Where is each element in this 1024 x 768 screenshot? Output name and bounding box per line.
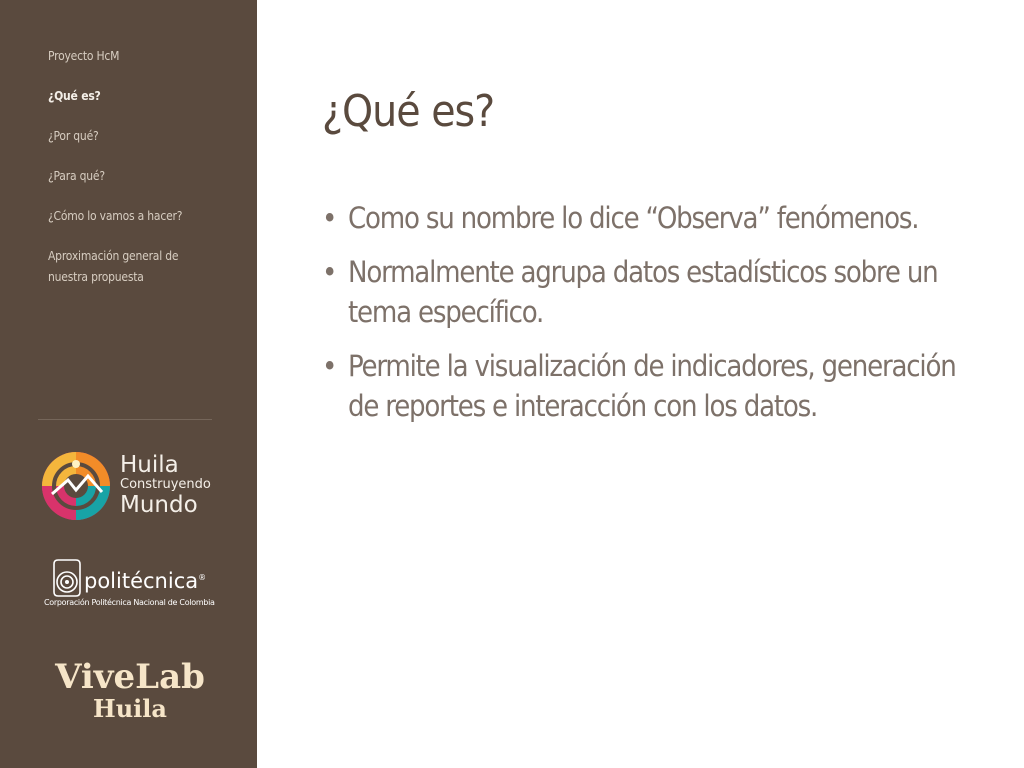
huila-emblem-icon	[40, 450, 112, 522]
sidebar-nav	[48, 46, 218, 308]
huila-logo-line3: Mundo	[120, 492, 198, 518]
nav-item-proyecto-hcm[interactable]: Proyecto HcM	[48, 49, 120, 63]
huila-logo-line2: Construyendo	[120, 477, 211, 492]
politecnica-name	[84, 566, 206, 593]
vivelab-logo-line2: Huila	[93, 694, 167, 723]
bullet-text: Normalmente agrupa datos estadísticos sobre un tema específico.	[348, 255, 938, 329]
politecnica-spiral-icon	[50, 558, 84, 598]
nav-item-para-que[interactable]: ¿Para qué?	[48, 169, 105, 183]
nav-item-como-lo-vamos-a-hacer[interactable]: ¿Cómo lo vamos a hacer?	[48, 209, 183, 223]
bullet-dot-icon: •	[322, 349, 337, 383]
vivelab-logo	[40, 658, 220, 722]
nav-item-que-es[interactable]: ¿Qué es?	[48, 89, 101, 103]
bullet-list	[322, 198, 962, 440]
slide-title: ¿Qué es?	[322, 86, 495, 137]
bullet-item	[322, 346, 962, 426]
politecnica-subtitle: Corporación Politécnica Nacional de Colombia	[44, 598, 215, 607]
vivelab-logo-line1: ViveLab	[55, 657, 205, 697]
bullet-dot-icon: •	[322, 201, 337, 235]
sidebar	[0, 0, 257, 768]
bullet-dot-icon: •	[322, 255, 337, 289]
sidebar-divider	[38, 419, 212, 420]
politecnica-name-text: politécnica	[84, 569, 199, 593]
bullet-text: Permite la visualización de indicadores, generación de reportes e interacción con los datos.	[348, 349, 956, 423]
huila-logo-text	[120, 452, 211, 518]
registered-mark: ®	[198, 573, 207, 582]
bullet-item	[322, 252, 962, 332]
bullet-item	[322, 198, 962, 238]
huila-logo-line1: Huila	[120, 452, 179, 478]
politecnica-logo	[44, 556, 216, 616]
nav-item-por-que[interactable]: ¿Por qué?	[48, 129, 99, 143]
bullet-text: Como su nombre lo dice “Observa” fenómenos.	[348, 201, 919, 235]
nav-item-aproximacion-general[interactable]: Aproximación general de nuestra propuesta	[48, 249, 179, 284]
huila-construyendo-mundo-logo	[40, 450, 220, 525]
